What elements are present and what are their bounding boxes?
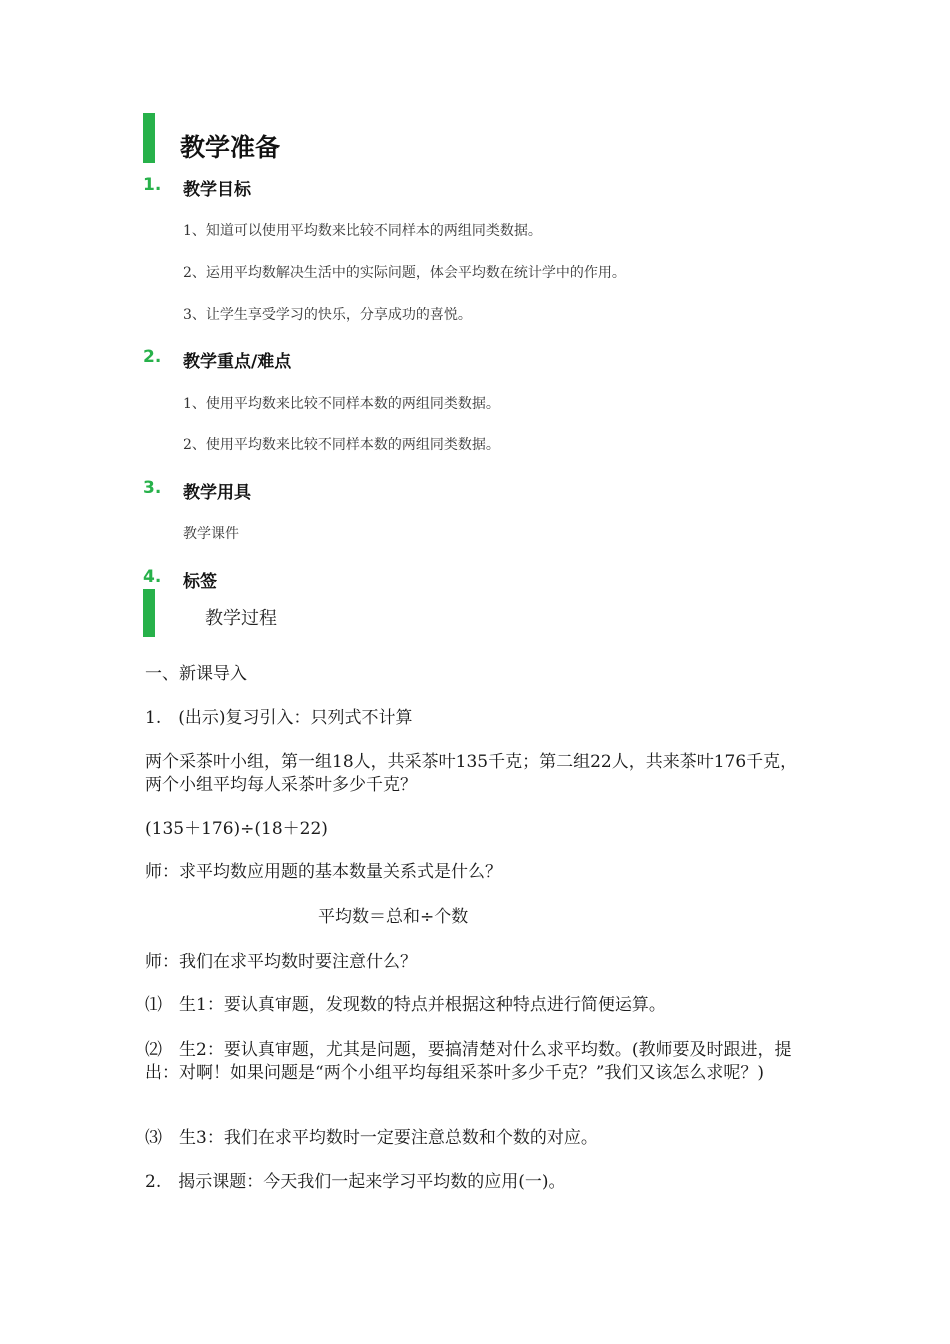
paragraph: 一、新课导入	[145, 664, 247, 684]
section-number: 2.	[143, 347, 162, 367]
list-item: 教学课件	[183, 526, 239, 542]
page-title: 教学准备	[180, 133, 281, 162]
section-title: 教学目标	[183, 180, 251, 200]
section-title: 教学重点/难点	[183, 352, 292, 372]
paragraph: ⑵ 生2：要认真审题，尤其是问题，要搞清楚对什么求平均数。(教师要及时跟进，提出：对啊！如果问题是“两个小组平均每组采茶叶多少千克？”我们又该怎么求呢？)	[145, 1040, 792, 1083]
paragraph: 师：我们在求平均数时要注意什么？	[145, 952, 417, 972]
section-number: 3.	[143, 478, 162, 498]
paragraph: 师：求平均数应用题的基本数量关系式是什么？	[145, 862, 502, 882]
section-number: 1.	[143, 175, 162, 195]
list-item: 1、使用平均数来比较不同样本数的两组同类数据。	[183, 396, 500, 412]
list-item: 1、知道可以使用平均数来比较不同样本的两组同类数据。	[183, 223, 542, 239]
title-accent-bar	[143, 113, 155, 163]
paragraph: ⑶ 生3：我们在求平均数时一定要注意总数和个数的对应。	[145, 1128, 598, 1148]
paragraph: 2. 揭示课题：今天我们一起来学习平均数的应用(一)。	[145, 1172, 566, 1192]
list-item: 3、让学生享受学习的快乐，分享成功的喜悦。	[183, 307, 472, 323]
subheading-accent-bar	[143, 589, 155, 637]
section-title: 标签	[183, 572, 217, 592]
formula: 平均数＝总和÷个数	[318, 907, 469, 927]
list-item: 2、使用平均数来比较不同样本数的两组同类数据。	[183, 437, 500, 453]
paragraph: 两个采茶叶小组，第一组18人，共采茶叶135千克；第二组22人，共来茶叶176千克，两个小组平均每人采茶叶多少千克？	[145, 752, 798, 795]
section-title: 教学用具	[183, 483, 251, 503]
paragraph: (135＋176)÷(18＋22)	[145, 819, 328, 839]
paragraph: ⑴ 生1：要认真审题，发现数的特点并根据这种特点进行简便运算。	[145, 995, 666, 1015]
subheading: 教学过程	[205, 608, 277, 629]
paragraph: 1. (出示)复习引入：只列式不计算	[145, 708, 413, 728]
list-item: 2、运用平均数解决生活中的实际问题，体会平均数在统计学中的作用。	[183, 265, 626, 281]
section-number: 4.	[143, 567, 162, 587]
